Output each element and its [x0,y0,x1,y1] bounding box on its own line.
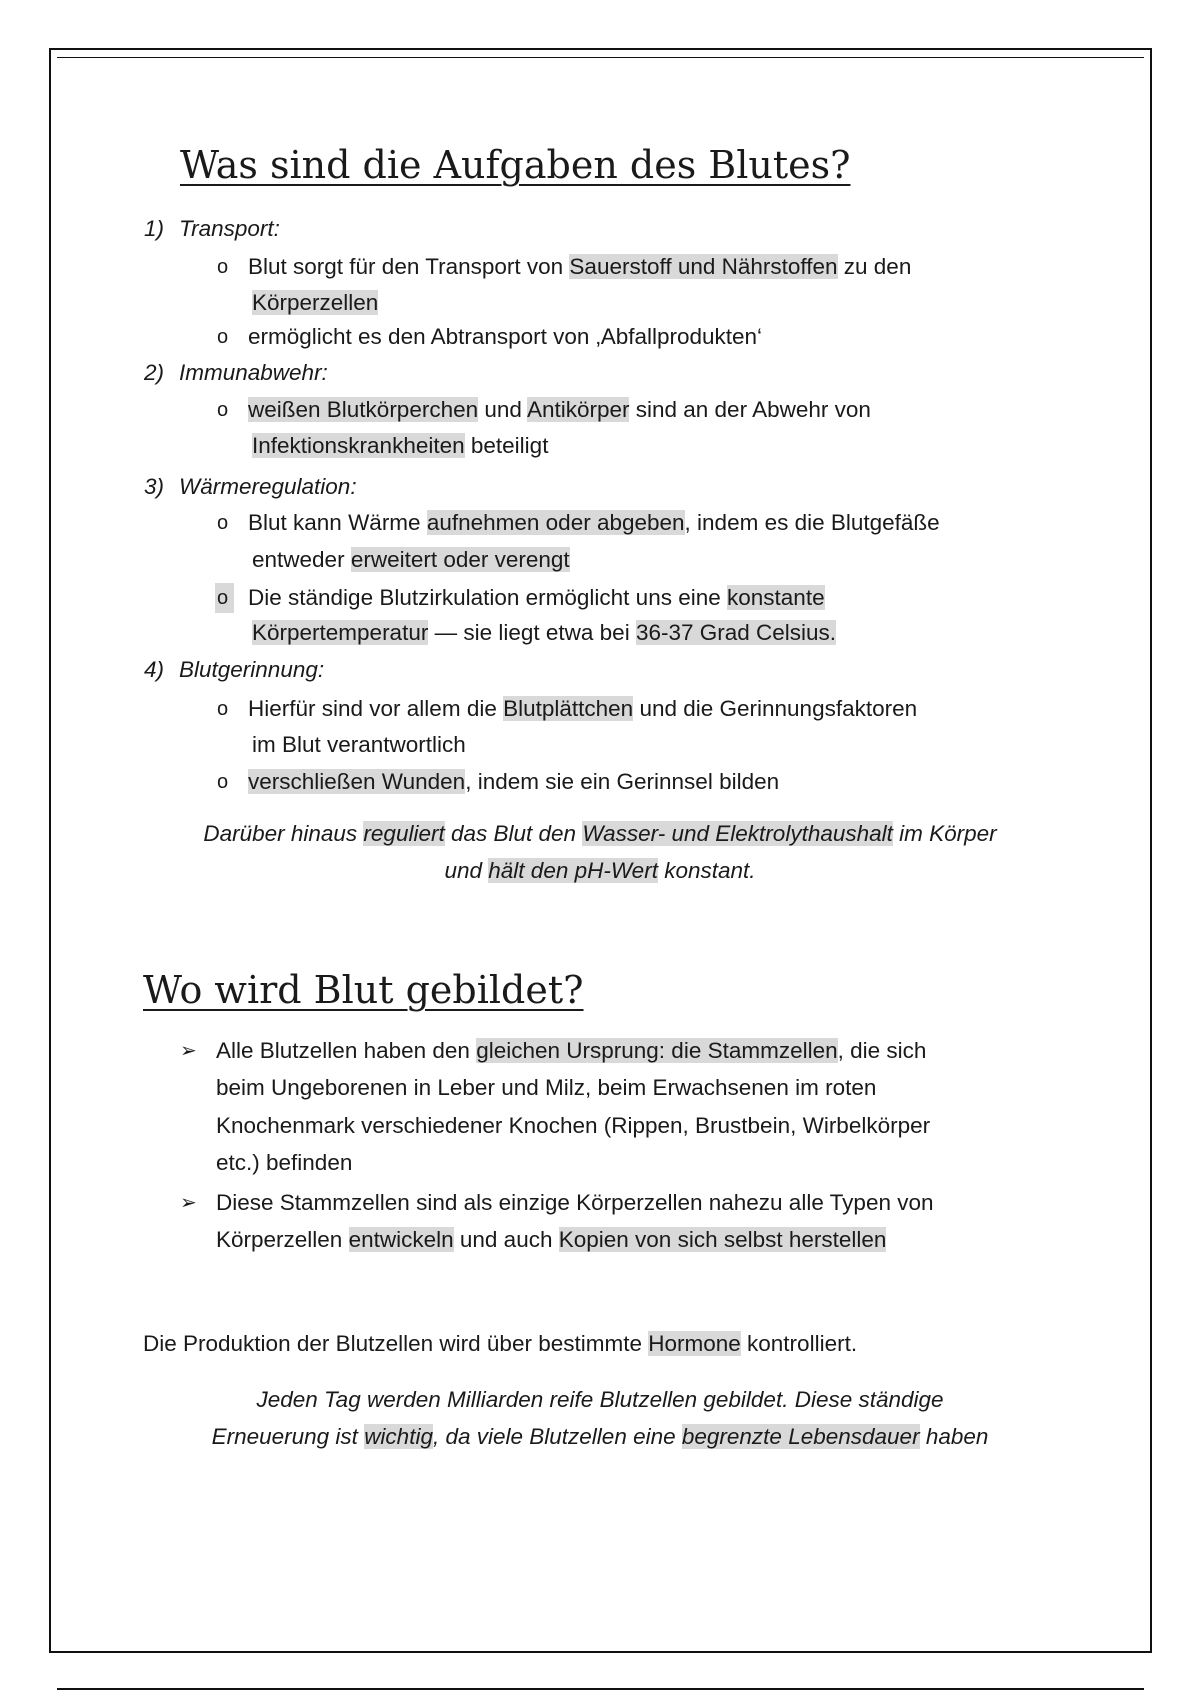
bullet-line [248,767,779,797]
bullet-line [252,618,836,648]
bullet-line-text: Blut kann Wärme [248,510,427,535]
highlighted-text: entwickeln [348,1227,454,1252]
circle-bullet-icon: o [215,583,234,613]
summary-text: Darüber hinaus [203,821,364,846]
bullet-line-text: Hierfür sind vor allem die [248,696,504,721]
highlighted-text: erweitert oder verengt [350,547,570,572]
summary-text: im Körper [892,821,997,846]
summary-text: das Blut den [444,821,583,846]
bullet-line-text: — sie liegt etwa bei [428,620,636,645]
closing-line [0,1385,1200,1415]
bullet-line-text: , indem sie ein Gerinnsel bilden [465,769,780,794]
circle-bullet-icon: o [217,326,229,348]
production-line [143,1329,857,1359]
production-text: kontrolliert. [740,1331,858,1356]
section-title-formation: Wo wird Blut gebildet? [143,968,584,1012]
highlighted-text: Körperzellen [252,290,379,315]
bullet-line-text: beim Ungeborenen in Leber und Milz, beim Erwachsenen im roten [216,1075,877,1100]
bullet-line [216,1036,926,1066]
highlighted-text: aufnehmen oder abgeben [426,510,685,535]
list-heading: Immunabwehr: [179,360,328,385]
section-title-tasks: Was sind die Aufgaben des Blutes? [180,143,851,187]
bullet-line [252,730,466,760]
highlighted-text: wichtig [364,1424,433,1449]
highlighted-text: hält den pH-Wert [488,858,658,883]
bullet-line [248,583,825,613]
highlighted-text: Antikörper [526,397,630,422]
bullet-line [248,508,940,538]
bullet-line [216,1148,352,1178]
list-number: 3) [144,474,165,499]
list-heading: Transport: [179,216,280,241]
list-heading: Wärmeregulation: [179,474,357,499]
closing-text: , da viele Blutzellen eine [432,1424,682,1449]
bullet-line [248,322,762,352]
bullet-line-text: sind an der Abwehr von [629,397,871,422]
summary-text: und [444,858,489,883]
bullet-line-text: Körperzellen [216,1227,349,1252]
summary-line [0,856,1200,886]
production-text: Die Produktion der Blutzellen wird über bestimmte [143,1331,649,1356]
bullet-line [248,395,871,425]
circle-bullet-icon: o [217,399,229,421]
bullet-line-text: und auch [453,1227,559,1252]
closing-line [0,1422,1200,1452]
bullet-line [216,1073,876,1103]
bottom-rule [57,1688,1144,1690]
highlighted-text: Sauerstoff und Nährstoffen [569,254,838,279]
highlighted-text: 36-37 Grad Celsius. [635,620,837,645]
bullet-line-text: zu den [837,254,912,279]
highlighted-text: Körpertemperatur [252,620,429,645]
bullet-line-text: , die sich [837,1038,927,1063]
bullet-line-text: und [478,397,527,422]
highlighted-text: Blutplättchen [503,696,634,721]
bullet-line [248,694,917,724]
bullet-line [216,1188,934,1218]
highlighted-text: Kopien von sich selbst herstellen [558,1227,887,1252]
bullet-line [252,288,378,318]
highlighted-text: Wasser- und Elektrolythaushalt [582,821,893,846]
bullet-line [216,1111,930,1141]
bullet-line-text: im Blut verantwortlich [252,732,466,757]
arrow-bullet-icon: ➢ [180,1192,197,1214]
highlighted-text: gleichen Ursprung: die Stammzellen [476,1038,838,1063]
highlighted-text: Infektionskrankheiten [252,433,465,458]
bullet-line-text: entweder [252,547,351,572]
highlighted-text: verschließen Wunden [248,769,466,794]
bullet-line [252,431,548,461]
bullet-line-text: Blut sorgt für den Transport von [248,254,570,279]
list-number: 2) [144,360,165,385]
bullet-line-text: beteiligt [464,433,549,458]
closing-text: haben [919,1424,989,1449]
highlighted-text: Hormone [648,1331,741,1356]
highlighted-text: weißen Blutkörperchen [248,397,479,422]
bullet-line-text: Alle Blutzellen haben den [216,1038,477,1063]
summary-text: konstant. [657,858,756,883]
list-number: 4) [144,657,165,682]
bullet-line-text: , indem es die Blutgefäße [684,510,940,535]
bullet-line [216,1225,886,1255]
bullet-line-text: ermöglicht es den Abtransport von ‚Abfallprodukten‘ [248,324,763,349]
circle-bullet-icon: o [217,771,229,793]
top-rule [57,57,1144,58]
highlighted-text: begrenzte Lebensdauer [681,1424,920,1449]
list-heading: Blutgerinnung: [179,657,325,682]
highlighted-text: konstante [727,585,825,610]
circle-bullet-icon: o [217,512,229,534]
circle-bullet-icon: o [217,698,229,720]
bullet-line [252,545,570,575]
closing-text: Erneuerung ist [211,1424,365,1449]
highlighted-text: reguliert [363,821,445,846]
arrow-bullet-icon: ➢ [180,1040,197,1062]
bullet-line [248,252,911,282]
circle-bullet-icon: o [217,256,229,278]
bullet-line-text: und die Gerinnungsfaktoren [633,696,918,721]
bullet-line-text: etc.) befinden [216,1150,353,1175]
bullet-line-text: Knochenmark verschiedener Knochen (Rippen, Brustbein, Wirbelkörper [216,1113,931,1138]
bullet-line-text: Diese Stammzellen sind als einzige Körperzellen nahezu alle Typen von [216,1190,934,1215]
closing-text: Jeden Tag werden Milliarden reife Blutzellen gebildet. Diese ständige [256,1387,944,1412]
summary-line [0,819,1200,849]
list-number: 1) [144,216,165,241]
bullet-line-text: Die ständige Blutzirkulation ermöglicht uns eine [248,585,728,610]
